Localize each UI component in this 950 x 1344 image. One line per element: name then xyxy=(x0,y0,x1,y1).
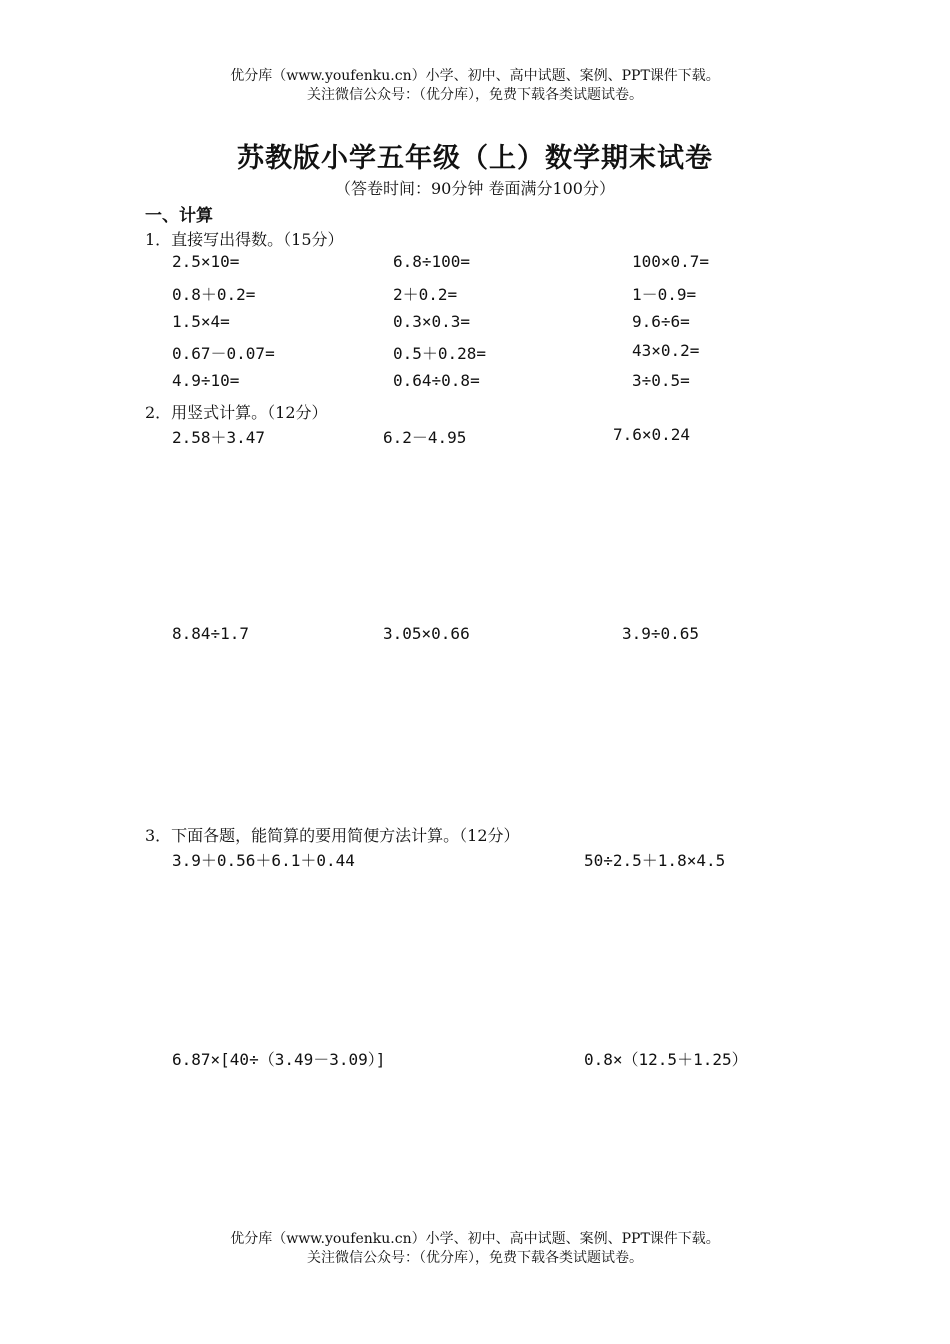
q2-item: 8.84÷1.7 xyxy=(172,624,250,643)
q1-item: 0.8＋0.2= xyxy=(172,285,256,304)
question-1-label: 1．直接写出得数。（15分） xyxy=(145,230,344,249)
question-3-label: 3．下面各题，能简算的要用简便方法计算。（12分） xyxy=(145,826,520,845)
q1-item: 4.9÷10= xyxy=(172,371,240,390)
q1-item: 0.64÷0.8= xyxy=(393,371,480,390)
q3-item: 6.87×[40÷（3.49－3.09）] xyxy=(172,1050,386,1069)
page-title: 苏教版小学五年级（上）数学期末试卷 xyxy=(237,143,713,174)
q1-item: 100×0.7= xyxy=(632,252,710,271)
q2-item: 3.9÷0.65 xyxy=(622,624,700,643)
q1-item: 0.67－0.07= xyxy=(172,344,275,363)
q1-item: 1.5×4= xyxy=(172,312,230,331)
q3-item: 3.9＋0.56＋6.1＋0.44 xyxy=(172,851,355,870)
q3-item: 0.8×（12.5＋1.25） xyxy=(584,1050,748,1069)
page-subtitle: （答卷时间：90分钟 卷面满分100分） xyxy=(335,179,615,198)
q2-item: 6.2－4.95 xyxy=(383,428,467,447)
q1-item: 43×0.2= xyxy=(632,341,700,360)
q2-item: 2.58＋3.47 xyxy=(172,428,266,447)
footer-line-2: 关注微信公众号：（优分库），免费下载各类试题试卷。 xyxy=(307,1250,643,1266)
q1-item: 0.3×0.3= xyxy=(393,312,471,331)
q1-item: 1－0.9= xyxy=(632,285,697,304)
header-line-1: 优分库（www.youfenku.cn）小学、初中、高中试题、案例、PPT课件下载。 xyxy=(230,68,720,84)
q1-item: 0.5＋0.28= xyxy=(393,344,487,363)
q1-item: 9.6÷6= xyxy=(632,312,690,331)
q1-item: 3÷0.5= xyxy=(632,371,690,390)
q1-item: 2＋0.2= xyxy=(393,285,458,304)
header-line-2: 关注微信公众号：（优分库），免费下载各类试题试卷。 xyxy=(307,87,643,103)
q2-item: 3.05×0.66 xyxy=(383,624,470,643)
section-heading: 一、计算 xyxy=(145,206,213,226)
q1-item: 6.8÷100= xyxy=(393,252,471,271)
q3-item: 50÷2.5＋1.8×4.5 xyxy=(584,851,726,870)
q1-item: 2.5×10= xyxy=(172,252,240,271)
footer-line-1: 优分库（www.youfenku.cn）小学、初中、高中试题、案例、PPT课件下载。 xyxy=(230,1231,720,1247)
question-2-label: 2．用竖式计算。（12分） xyxy=(145,403,328,422)
q2-item: 7.6×0.24 xyxy=(613,425,691,444)
